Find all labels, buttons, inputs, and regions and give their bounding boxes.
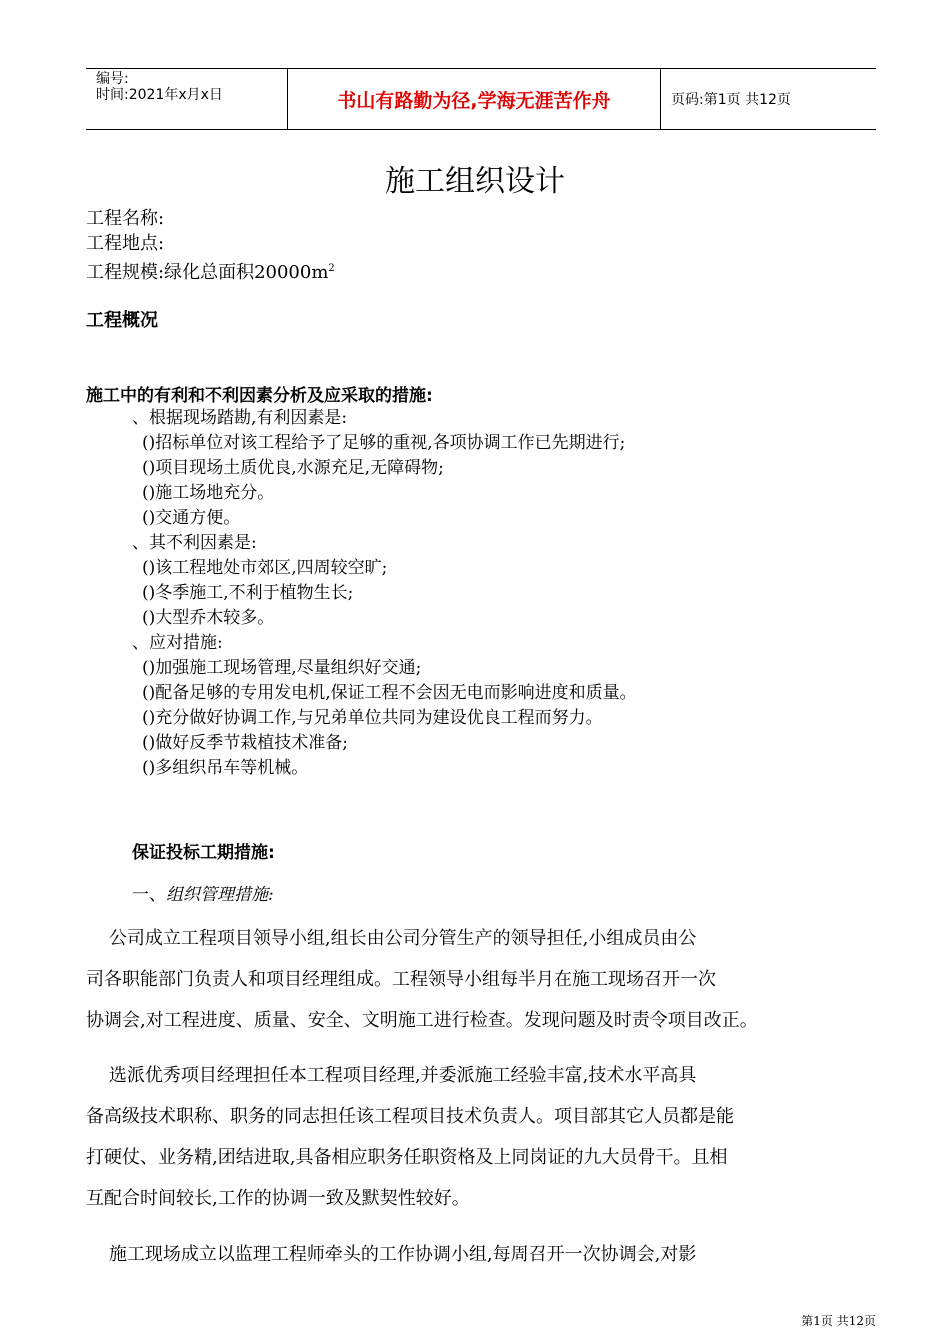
paragraph-line: 施工现场成立以监理工程师牵头的工作协调小组,每周召开一次协调会,对影	[86, 1244, 697, 1265]
list-item: ()招标单位对该工程给予了足够的重视,各项协调工作已先期进行;	[142, 433, 626, 453]
project-info	[86, 206, 335, 285]
subheading-organization	[132, 880, 274, 905]
list-item: ()施工场地充分。	[142, 483, 275, 503]
paragraph-line: 互配合时间较长,工作的协调一致及默契性较好。	[86, 1188, 470, 1209]
list-item: ()配备足够的专用发电机,保证工程不会因无电而影响进度和质量。	[142, 683, 637, 703]
paragraph-line: 打硬仗、业务精,团结进取,具备相应职务任职资格及上同岗证的九大员骨干。且相	[86, 1147, 728, 1168]
list-item: ()做好反季节栽植技术准备;	[142, 733, 348, 753]
header-meta	[86, 69, 288, 129]
list-heading: 、应对措施:	[132, 633, 223, 653]
project-name: 工程名称:	[86, 208, 165, 229]
list-item: ()充分做好协调工作,与兄弟单位共同为建设优良工程而努力。	[142, 708, 603, 728]
list-heading: 、根据现场踏勘,有利因素是:	[132, 408, 348, 428]
list-item: ()多组织吊车等机械。	[142, 758, 309, 778]
paragraph-line: 公司成立工程项目领导小组,组长由公司分管生产的领导担任,小组成员由公	[86, 928, 697, 949]
paragraph-3	[86, 1234, 886, 1275]
list-item: ()项目现场土质优良,水源充足,无障碍物;	[142, 458, 444, 478]
section-guarantee: 保证投标工期措施:	[132, 843, 275, 863]
project-location: 工程地点:	[86, 233, 165, 254]
paragraph-line: 司各职能部门负责人和项目经理组成。工程领导小组每半月在施工现场召开一次	[86, 969, 716, 990]
paragraph-1	[86, 918, 886, 1041]
page-header	[86, 68, 876, 130]
list-item: ()加强施工现场管理,尽量组织好交通;	[142, 658, 422, 678]
project-scale-sup: 2	[328, 263, 335, 274]
document-title: 施工组织设计	[385, 164, 565, 199]
list-item: ()交通方便。	[142, 508, 241, 528]
subheading-label: 组织管理措施:	[166, 885, 274, 905]
project-scale	[86, 256, 335, 285]
project-scale-text: 工程规模:绿化总面积20000m	[86, 262, 329, 283]
header-page-info: 页码:第1页 共12页	[671, 92, 791, 108]
paragraph-2	[86, 1055, 886, 1219]
section-analysis: 施工中的有利和不利因素分析及应采取的措施:	[86, 386, 433, 406]
header-motto: 书山有路勤为径,学海无涯苦作舟	[288, 69, 661, 129]
subheading-number: 一、	[132, 885, 166, 905]
time-label: 时间:2021年x月x日	[96, 87, 223, 103]
list-item: ()该工程地处市郊区,四周较空旷;	[142, 558, 388, 578]
number-label: 编号:	[96, 71, 129, 87]
paragraph-line: 协调会,对工程进度、质量、安全、文明施工进行检查。发现问题及时责令项目改正。	[86, 1010, 758, 1031]
list-item: ()大型乔木较多。	[142, 608, 275, 628]
page-footer: 第1页 共12页	[801, 1314, 876, 1328]
list-heading: 、其不利因素是:	[132, 533, 257, 553]
section-overview: 工程概况	[86, 310, 158, 331]
list-item: ()冬季施工,不利于植物生长;	[142, 583, 354, 603]
paragraph-line: 选派优秀项目经理担任本工程项目经理,并委派施工经验丰富,技术水平高具	[86, 1065, 697, 1086]
paragraph-line: 备高级技术职称、职务的同志担任该工程项目技术负责人。项目部其它人员都是能	[86, 1106, 734, 1127]
analysis-list	[132, 406, 637, 781]
